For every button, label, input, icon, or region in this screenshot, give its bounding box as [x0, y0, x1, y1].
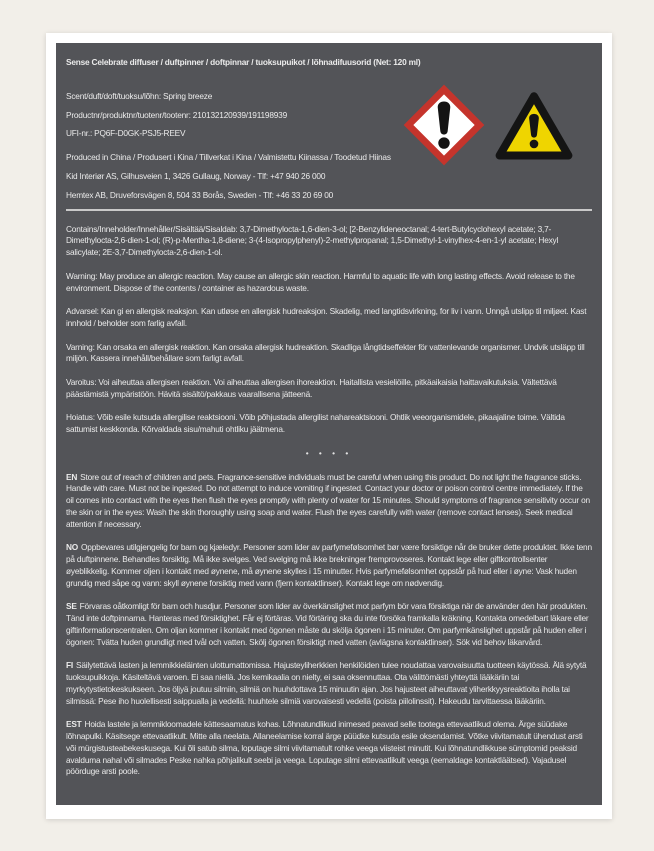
precaution-en-text: Store out of reach of children and pets. Fragrance-sensitive individuals must be careful when using this product. Do not light the fragrance sticks. Handle with care. Must not be ingested. Do not attempt to induce vomiting if ingested. Contact your doctor or poison control centre immediately. If the oil comes into contact with the eyes then flush the eyes promptly with plenty of water for 15 minutes. Should symptoms of fragrance sensitivity occur on the skin or in the eyes: Wash the skin thoroughly using soap and water. Flush the eyes carefully with water (remove contact lenses). Seek medical attention if necessary.: [66, 471, 590, 529]
lang-code-no: NO: [66, 542, 79, 553]
hazard-warning-en: Warning: May produce an allergic reaction. May cause an allergic skin reaction. Harmful to aquatic life with long lasting effects. Avoid release to the environment. Dispose of the contents / container as hazardous waste.: [66, 270, 575, 293]
ufi-line: UFI-nr.: PQ6F-D0GK-PSJ5-REEV: [66, 128, 186, 139]
produced-in-line: Produced in China / Produsert i Kina / Tillverkat i Kina / Valmistettu Kiinassa / Toodetud Hiinas: [66, 152, 391, 163]
lang-code-en: EN: [66, 471, 78, 482]
precaution-se: [66, 601, 592, 648]
hazard-varning-se: Varning: Kan orsaka en allergisk reaktion. Kan orsaka allergisk hudreaktion. Skadliga långtidseffekter för vattenlevande organismer. Undvik utsläpp till miljön. Kassera innehåll/behållare som farligt avfall.: [66, 341, 585, 364]
precaution-fi: [66, 660, 592, 707]
warning-triangle-icon: [494, 89, 574, 162]
contains-paragraph: Contains/Inneholder/Innehåller/Sisältää/Sisaldab: 3,7-Dimethylocta-1,6-dien-3-ol; [2-Benzylideneoctanal; 4-tert-Butylcyclohexyl acetate; 3,7-Dimethylocta-2,6-dien-1-ol; (R)-p-Mentha-1,8-diene; 3-(4-Isopropylphenyl)-2-methylpropanal; 1,5-Dimethyl-1-vinylhex-4-en-1-yl acetate; Hexyl salicylate; 2E-3,7-Dimethylocta-2,6-dien-1-ol.: [66, 223, 559, 258]
precaution-no: [66, 542, 592, 589]
hazard-varoitus-fi: Varoitus: Voi aiheuttaa allergisen reaktion. Voi aiheuttaa allergisen ihoreaktion. Haitallista vesieliöille, pitkäaikaisia haittavaikutuksia. Vältettävä päästämistä ympäristöön. Hävitä sisältö/pakkaus vaarallisena jätteenä.: [66, 376, 557, 399]
dots-separator: • • • •: [305, 447, 353, 458]
lang-code-se: SE: [66, 601, 77, 612]
ghs07-exclamation-icon: [402, 83, 486, 167]
scent-line: Scent/duft/doft/tuoksu/lõhn: Spring breeze: [66, 90, 213, 101]
address-sweden-line: Hemtex AB, Druveforsvägen 8, 504 33 Borås, Sweden - Tlf: +46 33 20 69 00: [66, 189, 334, 200]
precaution-no-text: Oppbevares utilgjengelig for barn og kjæledyr. Personer som lider av parfymefølsomhet bør være forsiktige når de bruker dette produktet. Ikke tenn på duftpinnene. Behandles forsiktig. Må ikke svelges. Ved svelging må ikke brekninger fremprovoseres. Kontakt lege eller giftkontrollsenter øyeblikkelig. Kommer oljen i kontakt med øynene, må øynene skylles i 15 minutter. Hvis parfymefølsomhet oppstår på hud eller i øyne: Vask huden grundig med såpe og vann: skyll øynene forsiktig med vann (fjern kontaktlinser). Kontakt lege om nødvendig.: [66, 542, 592, 588]
hazard-hoiatus-est: Hoiatus: Võib esile kutsuda allergilise reaktsiooni. Võib põhjustada allergilist nahareaktsiooni. Ohtlik veeorganismidele, pikaajaline toime. Vältida sattumist keskkonda. Kõrvaldada sisu/mahuti ohtliku jäätmena.: [66, 412, 565, 435]
lang-code-fi: FI: [66, 660, 73, 671]
precaution-est-text: Hoida lastele ja lemmikloomadele kättesaamatus kohas. Lõhnatundlikud inimesed peavad selle tootega ettevaatlikud olema. Ärge süüdake lõhnapulki. Käsitsege ettevaatlikult. Mitte alla neelata. Allaneelamise korral ärge püüdke kutsuda esile oksendamist. Võtke viivitamatult ühendust arsti või mürgistusteabekeskusega. Kui õli satub silma, loputage silmi viivitamatult rohke veega viisteist minutit. Kui lõhnatundlikkuse sümptomid peaksid avalduma nahal või silmades Peske nahka põhjalikult seebi ja veega. Loputage silmi ettevaatlikult veega (eemaldage kontaktläätsed). Vajadusel pöörduge arsti poole.: [66, 719, 583, 777]
hazard-advarsel-no: Advarsel: Kan gi en allergisk reaksjon. Kan utløse en allergisk hudreaksjon. Skadelig, med langtidsvirkning, for liv i vann. Unngå utslipp til miljøet. Kast innhold / beholder som farlig avfall.: [66, 306, 587, 328]
label-sheet: [46, 33, 612, 819]
lang-code-est: EST: [66, 719, 82, 730]
product-safety-label: [56, 43, 602, 805]
address-norway-line: Kid Interiør AS, Gilhusveien 1, 3426 Gullaug, Norway - Tlf: +47 940 26 000: [66, 170, 326, 181]
precaution-se-text: Förvaras oåtkomligt för barn och husdjur. Personer som lider av överkänslighet mot parfym bör vara försiktiga när de använder den här produkten. Tänd inte doftpinnarna. Hanteras med försiktighet. Får ej förtäras. Vid förtäring ska du inte försöka framkalla kräkning. Kontakta omedelbart läkare eller giftinformationscentralen. Om oljan kommer i kontakt med ögonen måste du skölja ögonen i 15 minuter. Om parfymkänslighet uppstår på huden eller i ögonen: Tvätta huden grundligt med tvål och vatten. Skölj ögonen försiktigt med vatten (avlägsna kontaktlinser). Sök vid behov läkarvård.: [66, 601, 589, 647]
hazard-pictograms: [402, 83, 574, 167]
product-number-line: Productnr/produktnr/tuotenr/tootenr: 210132120939/191198939: [66, 109, 287, 120]
precaution-en: [66, 472, 592, 531]
label-header: [66, 57, 592, 202]
header-divider: [66, 209, 592, 211]
precaution-fi-text: Säilytettävä lasten ja lemmikkieläinten ulottumattomissa. Hajusteyliherkkien henkilöiden tulee noudattaa varovaisuutta tuotteen käytössä. Älä sytytä tuoksupuikkoja. Käsiteltävä varoen. Ei saa niellä. Jos kemikaalia on nielty, ei saa oksennuttaa. Ota välittömästi yhteyttä lääkäriin tai myrkytystietokeskukseen. Jos öljyä joutuu silmiin, silmiä on huuhdottava 15 minuutin ajan. Jos hajusteet aiheuttavat yliherkkyysreaktioita iholla tai silmissä: Pese iho huolellisesti saippualla ja vedellä: huuhtele silmiä varovaisesti vedellä (poista piilolinssit). Hakeudu tarvittaessa lääkäriin.: [66, 660, 587, 706]
product-title: Sense Celebrate diffuser / duftpinner / doftpinnar / tuoksupuikot / lõhnadifuusorid (Net: 120 ml): [66, 57, 421, 67]
precaution-est: [66, 719, 592, 778]
